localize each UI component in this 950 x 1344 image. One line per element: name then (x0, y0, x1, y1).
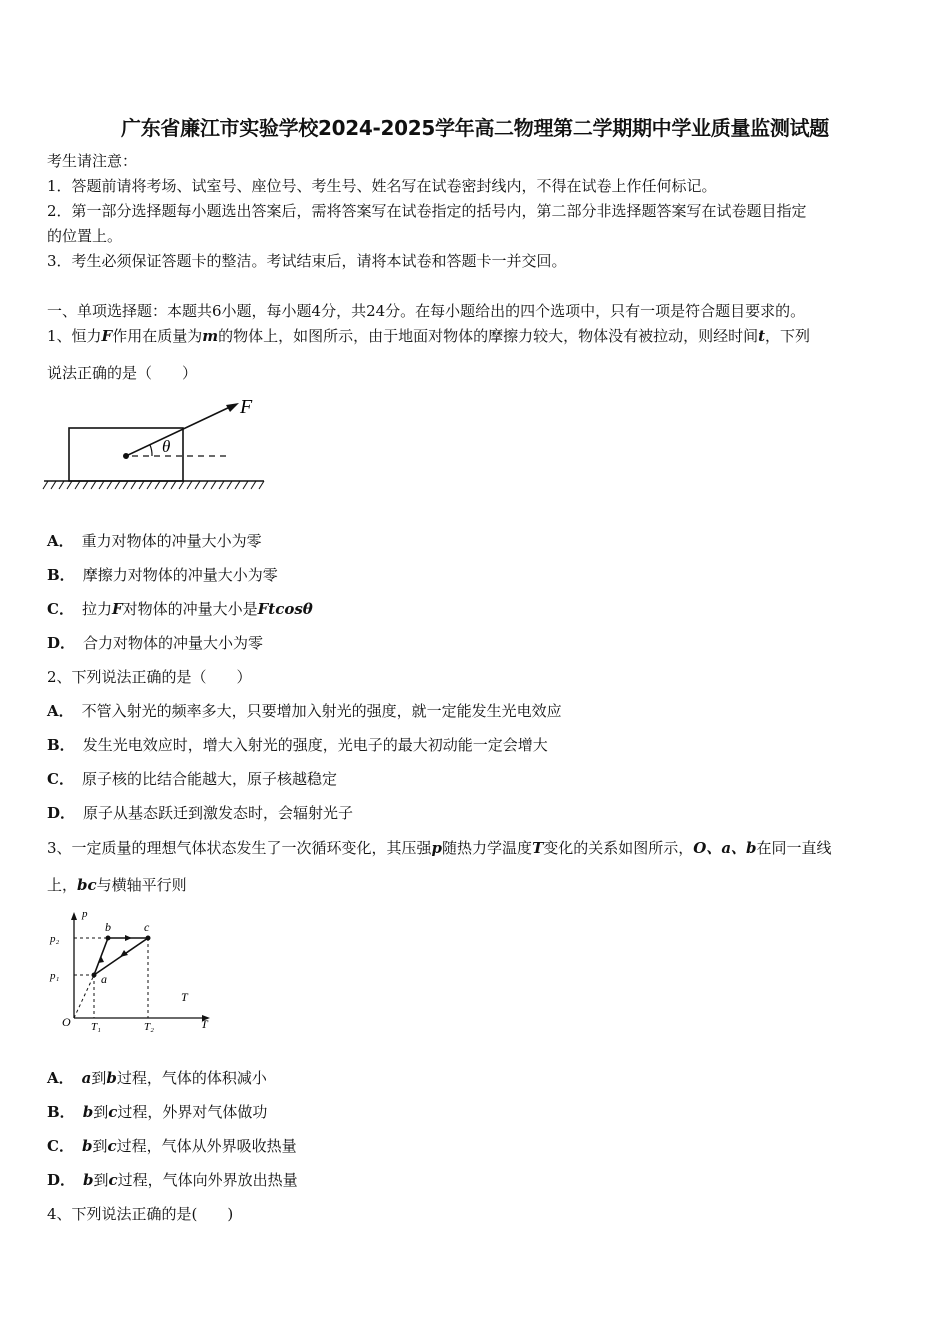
q3-option-a[interactable]: A． a到b过程，气体的体积减小 (47, 1069, 267, 1087)
T-label: T (181, 990, 188, 1004)
b-label: b (105, 920, 111, 934)
q1-figure (40, 392, 270, 494)
ground-hatching (43, 481, 264, 489)
arrow-ca (120, 950, 128, 957)
q3-stem: 3、一定质量的理想气体状态发生了一次循环变化，其压强p随热力学温度T变化的关系如图所示，O、a、b在同一直线 (47, 839, 832, 857)
q2-option-a[interactable]: A． 不管入射光的频率多大，只要增加入射光的强度，就一定能发生光电效应 (47, 702, 562, 720)
notice-item-2: 2．第一部分选择题每小题选出答案后，需将答案写在试卷指定的括号内，第二部分非选择题答案写在试卷题目指定 (47, 202, 807, 220)
q2-option-b[interactable]: B． 发生光电效应时，增大入射光的强度，光电子的最大初动能一定会增大 (47, 736, 548, 754)
point-c (146, 936, 151, 941)
q3-option-d[interactable]: D． b到c过程，气体向外界放出热量 (47, 1171, 298, 1189)
q1-option-b[interactable]: B． 摩擦力对物体的冲量大小为零 (47, 566, 278, 584)
p-axis-label: p (82, 908, 88, 920)
page-title: 广东省廉江市实验学校2024-2025学年高二物理第二学期期中学业质量监测试题 (121, 116, 829, 140)
notice-item-1: 1．答题前请将考场、试室号、座位号、考生号、姓名写在试卷密封线内，不得在试卷上作任何标记。 (47, 177, 717, 195)
q1-option-d[interactable]: D． 合力对物体的冲量大小为零 (47, 634, 264, 652)
q3-stem-line2: 上，bc与横轴平行则 (47, 876, 187, 894)
force-label: F (240, 396, 253, 418)
q1-stem: 1、恒力F作用在质量为m的物体上，如图所示，由于地面对物体的摩擦力较大，物体没有被拉动，则经时间t，下列 (47, 327, 811, 345)
q3-figure (44, 904, 214, 1034)
section-heading: 一、单项选择题：本题共6小题，每小题4分，共24分。在每小题给出的四个选项中，只有一项是符合题目要求的。 (47, 302, 806, 320)
T2-label: T₂ (144, 1021, 154, 1033)
point-a (92, 973, 97, 978)
point-b (106, 936, 111, 941)
notice-item-2-cont: 的位置上。 (47, 227, 123, 245)
arrow-ab (98, 956, 104, 963)
p-axis-arrow (71, 912, 77, 920)
q2-option-c[interactable]: C． 原子核的比结合能越大，原子核越稳定 (47, 770, 337, 788)
T-axis-label: T (201, 1017, 208, 1031)
a-label: a (101, 972, 107, 986)
q2-option-d[interactable]: D． 原子从基态跃迁到激发态时，会辐射光子 (47, 804, 354, 822)
force-arrow-head (226, 403, 239, 412)
angle-label: θ (162, 437, 171, 456)
q2-stem: 2、下列说法正确的是（ ） (47, 668, 252, 686)
origin-extension-dashed (74, 975, 94, 1018)
notice-heading: 考生请注意： (47, 152, 138, 170)
q4-stem: 4、下列说法正确的是( ) (47, 1205, 234, 1223)
arrow-bc (125, 935, 132, 941)
notice-item-3: 3．考生必须保证答题卡的整洁。考试结束后，请将本试卷和答题卡一并交回。 (47, 252, 567, 270)
T1-label: T₁ (91, 1021, 101, 1033)
p1-label: p₁ (50, 970, 60, 982)
q3-option-c[interactable]: C． b到c过程，气体从外界吸收热量 (47, 1137, 297, 1155)
q3-option-b[interactable]: B． b到c过程，外界对气体做功 (47, 1103, 268, 1121)
force-arrow-line (126, 406, 232, 456)
angle-arc (150, 445, 152, 456)
q1-stem-line2: 说法正确的是（ ） (47, 364, 198, 382)
p2-label: p₂ (50, 933, 60, 945)
origin-label: O (62, 1015, 71, 1029)
q1-option-a[interactable]: A． 重力对物体的冲量大小为零 (47, 532, 262, 550)
q1-option-c[interactable]: C． 拉力F对物体的冲量大小是Ftcosθ (47, 600, 313, 618)
c-label: c (144, 920, 150, 934)
